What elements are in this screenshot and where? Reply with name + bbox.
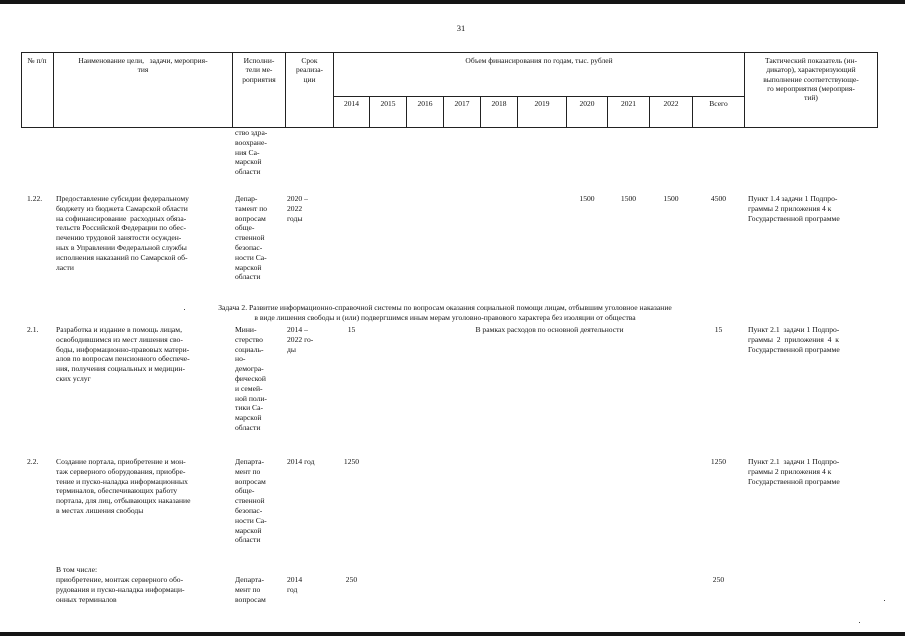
row-2-1-term: 2014 – 2022 го- ды [287,325,314,354]
header-num: № п/п [27,56,47,65]
scan-speck [859,622,860,623]
row-2-2-indicator: Пункт 2.1 задачи 1 Подпро- граммы 2 приложения 4 к Государственной программе [748,457,840,486]
row-2-2-executor: Департа- мент по вопросам обще- ственной безопас- ности Са- марской области [235,457,267,545]
including-name: приобретение, монтаж серверного обо- рудования и пуско-наладка информаци- онных терминалов [56,575,185,604]
header-name: Наименование цели, задачи, мероприя- тия [78,56,208,75]
header-funding: Объем финансирования по годам, тыс. рублей [465,56,613,65]
header-year: 2014 [344,99,359,108]
row-1-22-2021: 1500 [620,194,637,203]
row-2-1-note: В рамках расходов по основной деятельности [475,325,624,334]
header-executor: Исполни- тели ме- роприятия [242,56,276,84]
header-year: 2018 [491,99,507,108]
row-2-2-2014: 1250 [343,457,360,466]
row-2-1-num: 2.1. [27,325,39,334]
row-2-2-num: 2.2. [27,457,39,466]
row-2-1-name: Разработка и издание в помощь лицам, освободившимся из мест лишения сво- боды, информационно-правовых матери- алов по вопросам пенсионного обеспече- ния, получения социальных и медицин- ских услуг [56,325,190,383]
continuation-executor: ство здра- воохране- ния Са- марской области [235,128,268,177]
including-label: В том числе: [56,565,98,574]
header-year: 2017 [454,99,470,108]
header-year: 2020 [579,99,595,108]
row-1-22-executor: Депар- тамент по вопросам обще- ственной безопас- ности Са- марской области [235,194,268,282]
row-1-22-indicator: Пункт 1.4 задачи 1 Подпро- граммы 2 приложения 4 к Государственной программе [748,194,840,223]
row-2-2-term: 2014 год [287,457,315,466]
header-year: 2015 [380,99,396,108]
row-1-22-name: Предоставление субсидии федеральному бюджету из бюджета Самарской области на софинансирование расходных обяза- тельств Российской Федерации по обес- печению трудовой занятости осужден- ных в Управлении Федеральной службы исполнения наказаний по Самарской об- ласти [56,194,189,272]
including-term: 2014 год [287,575,303,594]
row-1-22-term: 2020 – 2022 годы [287,194,308,223]
header-year: 2019 [534,99,550,108]
scan-speck [884,600,885,601]
header-term: Срок реализа- ции [295,56,324,84]
scan-speck [184,309,185,310]
header-year: 2016 [417,99,433,108]
including-executor: Департа- мент по вопросам [235,575,266,604]
row-1-22-2020: 1500 [579,194,595,203]
page-number: 31 [456,23,466,33]
header-total: Всего [709,99,728,108]
including-2014: 250 [345,575,358,584]
row-2-2-name: Создание портала, приобретение и мон- таж серверного оборудования, приобре- тение и пуско-наладка информационных терминалов, обеспечивающих работу портала, для лиц, отбывающих наказание в местах лишения свободы [56,457,191,515]
row-2-1-executor: Мини- стерство социаль- но- демогра- фической и семей- ной поли- тики Са- марской области [235,325,267,432]
bottom-scan-border [0,632,905,636]
row-2-2-total: 1250 [710,457,727,466]
including-total: 250 [712,575,725,584]
task-2-heading: Задача 2. Развитие информационно-справочной системы по вопросам оказания социальной помощи лицам, отбывшим уголовное наказание в виде лишения свободы и (или) подвергшимся иным мерам уголовно-правового характера без изоляции от общества [218,303,672,322]
top-scan-border [0,0,905,4]
row-1-22-2022: 1500 [663,194,679,203]
row-1-22-total: 4500 [710,194,727,203]
header-year: 2021 [621,99,636,108]
row-2-1-total: 15 [714,325,723,334]
row-2-1-indicator: Пункт 2.1 задачи 1 Подпро- граммы 2 приложения 4 к Государственной программе [748,325,840,354]
header-indicator: Тактический показатель (ин- дикатор), характеризующий выполнение соответствующе- го мероприятия (мероприя- тий) [763,56,859,103]
row-1-22-num: 1.22. [27,194,43,203]
row-2-1-2014: 15 [347,325,356,334]
header-year: 2022 [663,99,679,108]
